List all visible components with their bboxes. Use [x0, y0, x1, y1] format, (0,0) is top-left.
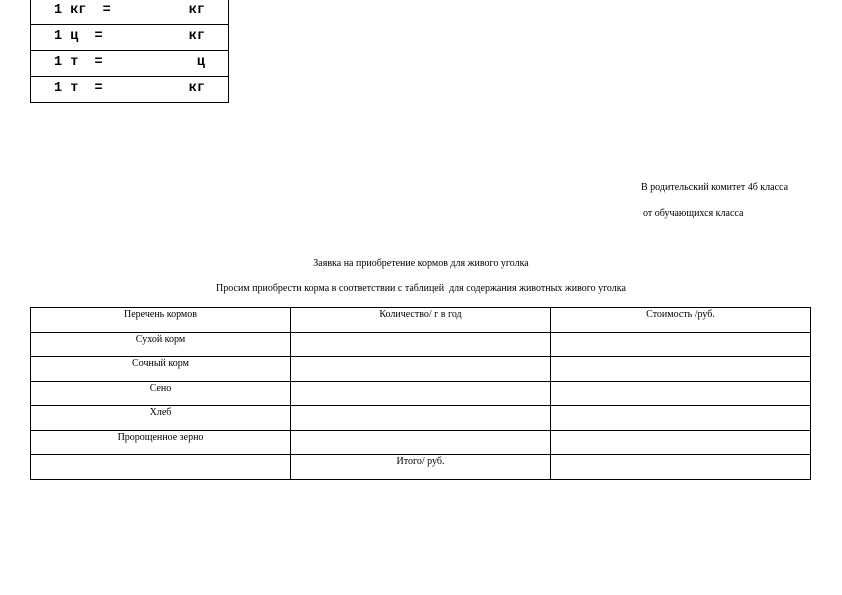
conversion-right: ц — [196, 55, 205, 70]
conversion-row — [31, 0, 229, 25]
conversion-row — [31, 77, 229, 103]
sender-line: от обучающихся класса — [643, 208, 744, 219]
addressee-line: В родительский комитет 4б класса — [641, 182, 789, 193]
quantity-cell — [291, 332, 551, 357]
conversion-left: 1 т = — [54, 55, 103, 70]
conversion-row — [31, 51, 229, 77]
conversion-right: кг — [188, 81, 205, 96]
feed-item: Хлеб — [31, 406, 291, 431]
request-text: Просим приобрести корма в соответствии с таблицей для содержания животных живого уголка — [216, 283, 626, 294]
feed-item: Сухой корм — [31, 332, 291, 357]
table-row — [31, 357, 811, 382]
quantity-cell — [291, 406, 551, 431]
conversion-cell — [31, 51, 229, 77]
quantity-cell — [291, 381, 551, 406]
table-row — [31, 430, 811, 455]
feed-item: Сено — [31, 381, 291, 406]
cost-cell — [551, 357, 811, 382]
cost-cell — [551, 332, 811, 357]
table-row — [31, 381, 811, 406]
conversion-cell — [31, 0, 229, 25]
conversion-row — [31, 25, 229, 51]
conversion-cell — [31, 25, 229, 51]
feed-item: Пророщенное зерно — [31, 430, 291, 455]
cost-cell — [551, 406, 811, 431]
conversion-right: кг — [188, 3, 205, 18]
document-title: Заявка на приобретение кормов для живого уголка — [313, 258, 529, 269]
header-quantity: Количество/ г в год — [291, 308, 551, 333]
conversion-left: 1 ц = — [54, 29, 103, 44]
cost-cell — [551, 381, 811, 406]
conversion-right: кг — [188, 29, 205, 44]
quantity-cell — [291, 430, 551, 455]
feed-item: Сочный корм — [31, 357, 291, 382]
total-row — [31, 455, 811, 480]
table-row — [31, 406, 811, 431]
table-row — [31, 332, 811, 357]
feed-request-table — [30, 307, 811, 480]
cost-cell — [551, 430, 811, 455]
conversion-cell — [31, 77, 229, 103]
conversion-left: 1 кг = — [54, 3, 111, 18]
header-feed-list: Перечень кормов — [31, 308, 291, 333]
conversion-left: 1 т = — [54, 81, 103, 96]
unit-conversion-table — [30, 0, 229, 103]
table-header-row — [31, 308, 811, 333]
total-cost-cell — [551, 455, 811, 480]
quantity-cell — [291, 357, 551, 382]
total-label: Итого/ руб. — [291, 455, 551, 480]
header-cost: Стоимость /руб. — [551, 308, 811, 333]
total-empty-cell — [31, 455, 291, 480]
